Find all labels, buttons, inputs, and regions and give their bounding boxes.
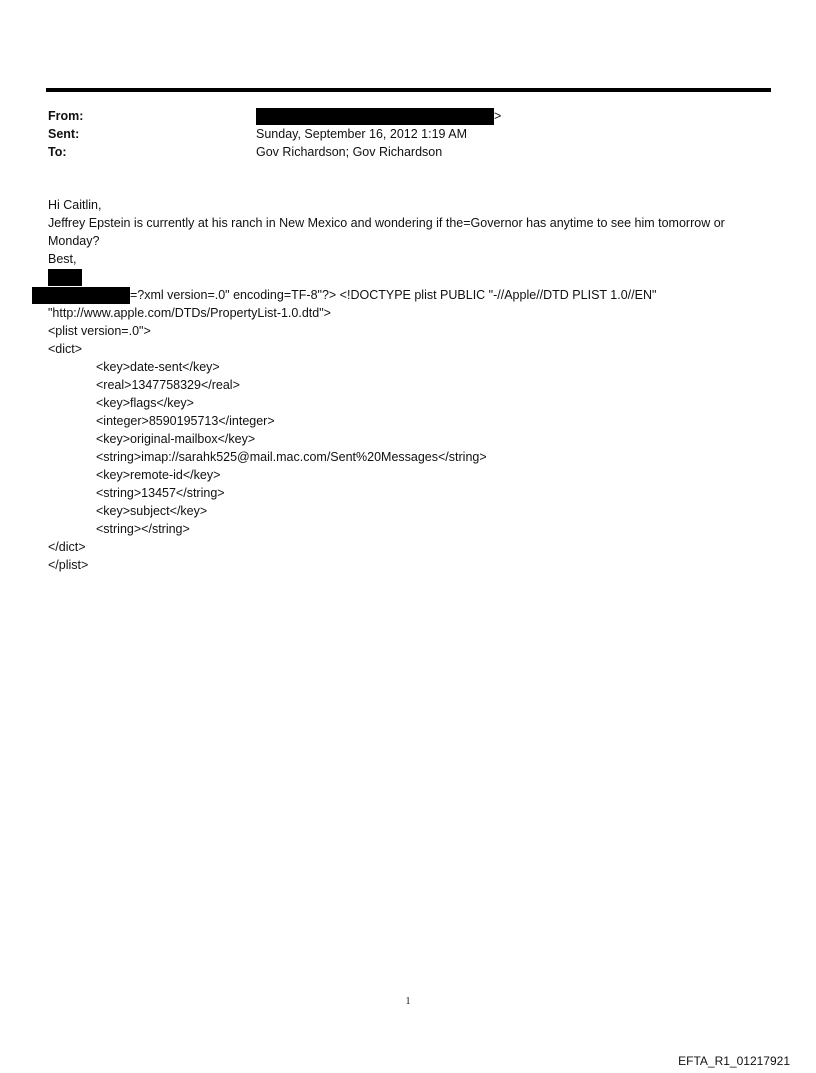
plist-entry: <string>13457</string> bbox=[96, 486, 225, 500]
signature-redaction-row bbox=[48, 268, 772, 286]
plist-entry: <real>1347758329</real> bbox=[96, 378, 240, 392]
plist-close: </plist> bbox=[48, 558, 89, 572]
dict-close: </dict> bbox=[48, 540, 86, 554]
signoff: Best, bbox=[48, 252, 77, 266]
plist-entry: <key>date-sent</key> bbox=[96, 360, 220, 374]
plist-entry: <key>remote-id</key> bbox=[96, 468, 221, 482]
redaction-block bbox=[32, 287, 130, 304]
greeting: Hi Caitlin, bbox=[48, 198, 102, 212]
redaction-block bbox=[256, 108, 494, 125]
plist-entry: <key>original-mailbox</key> bbox=[96, 432, 256, 446]
from-suffix: > bbox=[494, 109, 502, 123]
sent-value: Sunday, September 16, 2012 1:19 AM bbox=[256, 127, 468, 141]
message-body bbox=[48, 196, 772, 574]
plist-entry: <key>subject</key> bbox=[96, 504, 208, 518]
plist-entry: <string></string> bbox=[96, 522, 190, 536]
dict-open: <dict> bbox=[48, 342, 83, 356]
plist-open: <plist version=.0"> bbox=[48, 324, 151, 338]
message-text: Jeffrey Epstein is currently at his ranch in New Mexico and wondering if the=Governor has anytime to see him tomorrow or Monday? bbox=[48, 216, 725, 248]
plist-entry: <string>imap://sarahk525@mail.mac.com/Sent%20Messages</string> bbox=[96, 450, 487, 464]
redaction-block bbox=[48, 269, 82, 286]
document-id: EFTA_R1_01217921 bbox=[678, 1054, 790, 1068]
from-value bbox=[256, 107, 501, 125]
plist-entry: <key>flags</key> bbox=[96, 396, 194, 410]
xml-line-2: "http://www.apple.com/DTDs/PropertyList-1.0.dtd"> bbox=[48, 306, 331, 320]
page-number: 1 bbox=[405, 996, 411, 1007]
xml-declaration: =?xml version=.0" encoding=TF-8"?> <!DOCTYPE plist PUBLIC "-//Apple//DTD PLIST 1.0//EN" bbox=[130, 288, 657, 302]
to-value: Gov Richardson; Gov Richardson bbox=[256, 145, 443, 159]
plist-entry: <integer>8590195713</integer> bbox=[96, 414, 275, 428]
xml-line-1 bbox=[32, 286, 772, 304]
to-label: To: bbox=[48, 145, 67, 159]
from-label: From: bbox=[48, 109, 84, 123]
sent-label: Sent: bbox=[48, 127, 80, 141]
header-rule bbox=[46, 88, 771, 92]
